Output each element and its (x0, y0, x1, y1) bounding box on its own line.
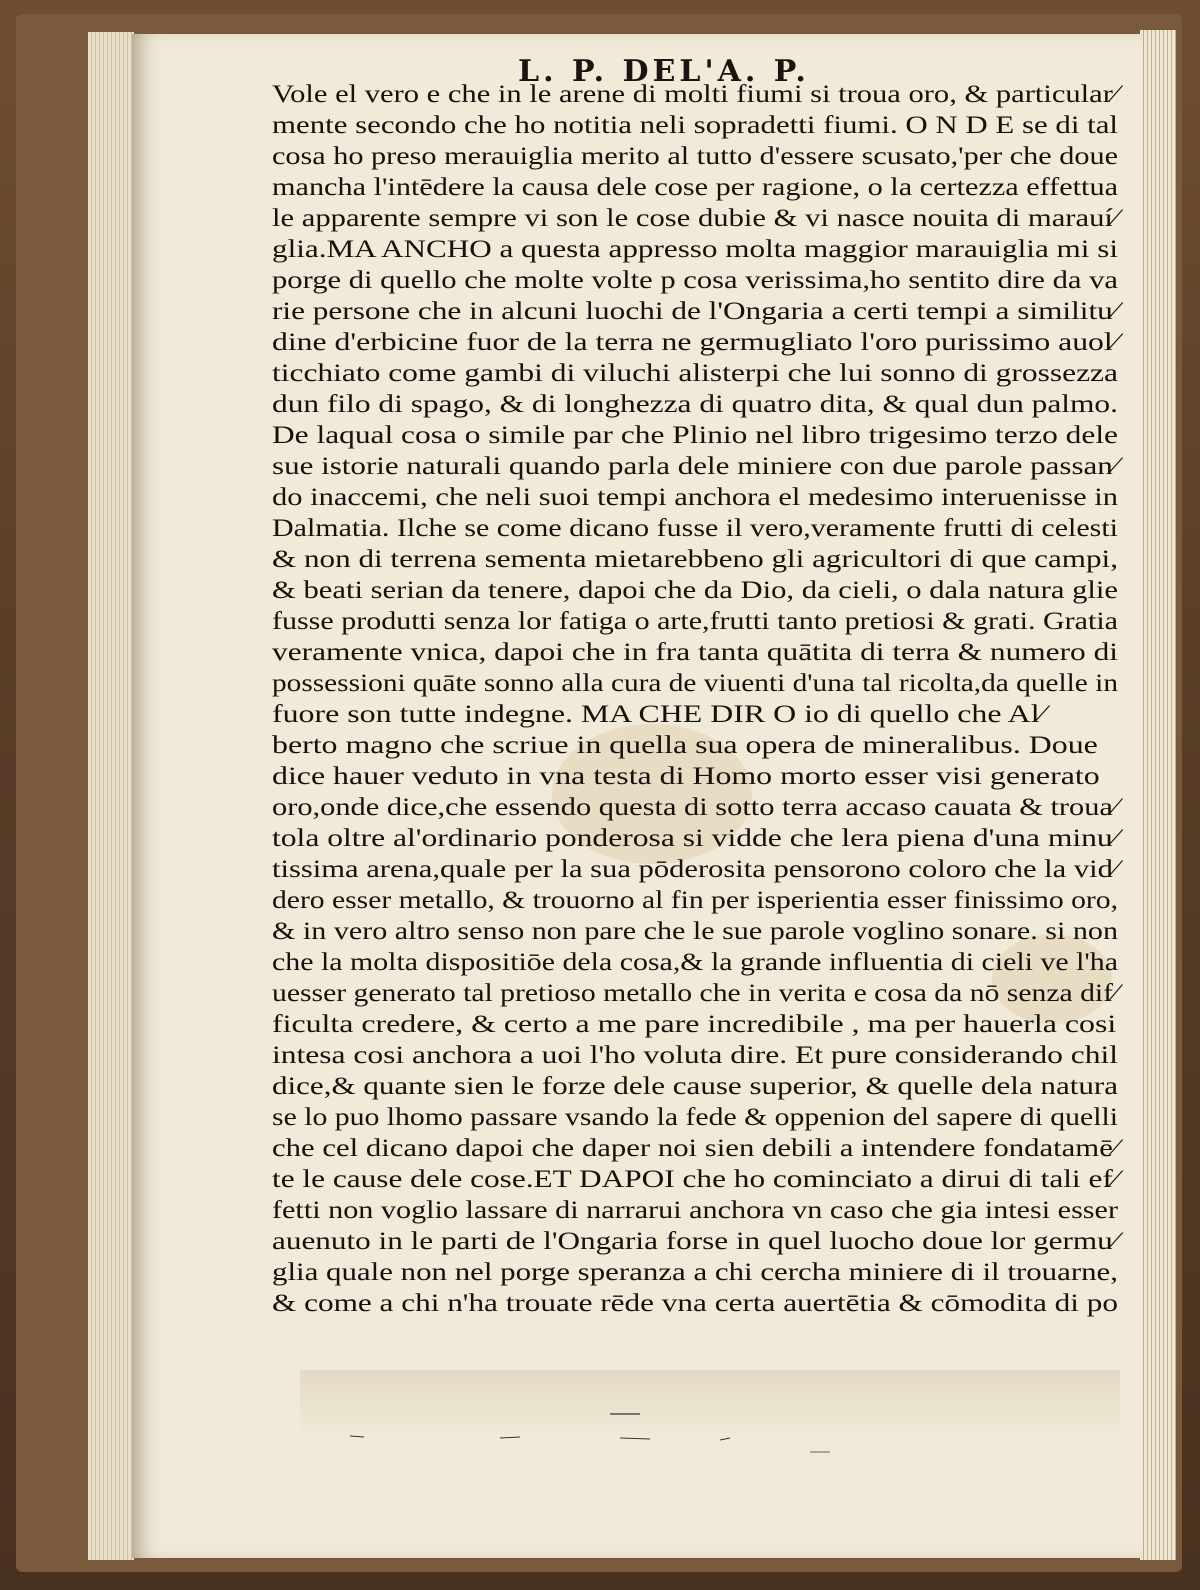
ink-marks (340, 1410, 1100, 1460)
text-line: uesser generato tal pretioso metallo che in verita e cosa da nō senza dif⁄ (272, 978, 1118, 1007)
text-line: tola oltre al'ordinario ponderosa si vidde che lera piena d'una minu⁄ (272, 823, 1118, 852)
text-line: dine d'erbicine fuor de la terra ne germugliato l'oro purissimo auol⁄ (272, 327, 1118, 356)
text-line: De laqual cosa o simile par che Plinio nel libro trigesimo terzo dele (272, 420, 1118, 449)
text-line: dero esser metallo, & trouorno al fin per isperientia esser finissimo oro, (272, 885, 1118, 914)
text-line: mancha l'intēdere la causa dele cose per ragione, o la certezza effettua (272, 172, 1118, 201)
text-line: glia quale non nel porge speranza a chi cercha miniere di il trouarne, (272, 1257, 1118, 1286)
body-text (272, 78, 1118, 1318)
page-edges-right (1140, 30, 1176, 1560)
text-line: oro,onde dice,che essendo questa di sotto terra accaso cauata & troua⁄ (272, 792, 1118, 821)
text-line: glia.MA ANCHO a questa appresso molta maggior marauiglia mi si (272, 234, 1118, 263)
text-line: fuore son tutte indegne. MA CHE DIR O io di quello che Al⁄ (272, 699, 1045, 728)
text-line: mente secondo che ho notitia neli sopradetti fiumi. O N D E se di tal (272, 110, 1118, 139)
text-line: dun filo di spago, & di longhezza di quatro dita, & qual dun palmo. (272, 389, 1118, 418)
text-line: fetti non voglio lassare di narrarui anchora vn caso che gia intesi esser (272, 1195, 1118, 1224)
text-line: & in vero altro senso non pare che le sue parole voglino sonare. si non (272, 916, 1118, 945)
text-line: sue istorie naturali quando parla dele miniere con due parole passan⁄ (272, 451, 1118, 480)
text-line: dice hauer veduto in vna testa di Homo morto esser visi generato (272, 761, 1100, 790)
text-line: possessioni quāte sonno alla cura de viuenti d'una tal ricolta,da quelle in (272, 668, 1118, 697)
text-line: Dalmatia. Ilche se come dicano fusse il vero,veramente frutti di celesti (272, 513, 1118, 542)
text-line: ticchiato come gambi di viluchi alisterpi che lui sonno di grossezza (272, 358, 1118, 387)
text-line: cosa ho preso merauiglia merito al tutto d'essere scusato,'per che doue (272, 141, 1118, 170)
text-line: ficulta credere, & certo a me pare incredibile , ma per hauerla cosi (272, 1009, 1117, 1038)
text-line: te le cause dele cose.ET DAPOI che ho cominciato a dirui di tali ef⁄ (272, 1164, 1118, 1193)
text-line: se lo puo lhomo passare vsando la fede & oppenion del sapere di quelli (272, 1102, 1118, 1131)
text-line: porge di quello che molte volte p cosa verissima,ho sentito dire da va (272, 265, 1118, 294)
text-line: le apparente sempre vi son le cose dubie & vi nasce nouita di marauí⁄ (272, 203, 1118, 232)
text-line: & non di terrena sementa mietarebbeno gli agricultori di que campi, (272, 544, 1118, 573)
text-line: rie persone che in alcuni luochi de l'Ongaria a certi tempi a similitu⁄ (272, 296, 1118, 325)
text-line: & beati serian da tenere, dapoi che da Dio, da cieli, o dala natura glie (272, 575, 1118, 604)
text-line: do inaccemi, che neli suoi tempi anchora el medesimo interuenisse in (272, 482, 1118, 511)
text-line: Vole el vero e che in le arene di molti fiumi si troua oro, & particular⁄ (272, 79, 1118, 108)
text-line: dice,& quante sien le forze dele cause superior, & quelle dela natura (272, 1071, 1118, 1100)
text-line: berto magno che scriue in quella sua opera de mineralibus. Doue (272, 730, 1098, 759)
text-line: auenuto in le parti de l'Ongaria forse in quel luocho doue lor germu⁄ (272, 1226, 1118, 1255)
text-line: veramente vnica, dapoi che in fra tanta quātita di terra & numero di (272, 637, 1118, 666)
text-line: tissima arena,quale per la sua pōderosita pensorono coloro che la vid⁄ (272, 854, 1118, 883)
text-line: che la molta dispositiōe dela cosa,& la grande influentia di cieli ve l'ha (272, 947, 1118, 976)
text-line: & come a chi n'ha trouate rēde vna certa auertētia & cōmodita di po (272, 1288, 1118, 1317)
text-line: fusse produtti senza lor fatiga o arte,frutti tanto pretiosi & grati. Gratia (272, 606, 1118, 635)
page-edges-left (88, 32, 134, 1560)
text-line: intesa cosi anchora a uoi l'ho voluta dire. Et pure considerando chil (272, 1040, 1118, 1069)
running-head: L. P. DEL'A. P. (518, 54, 810, 89)
text-line: che cel dicano dapoi che daper noi sien debili a intendere fondatamē⁄ (272, 1133, 1118, 1162)
